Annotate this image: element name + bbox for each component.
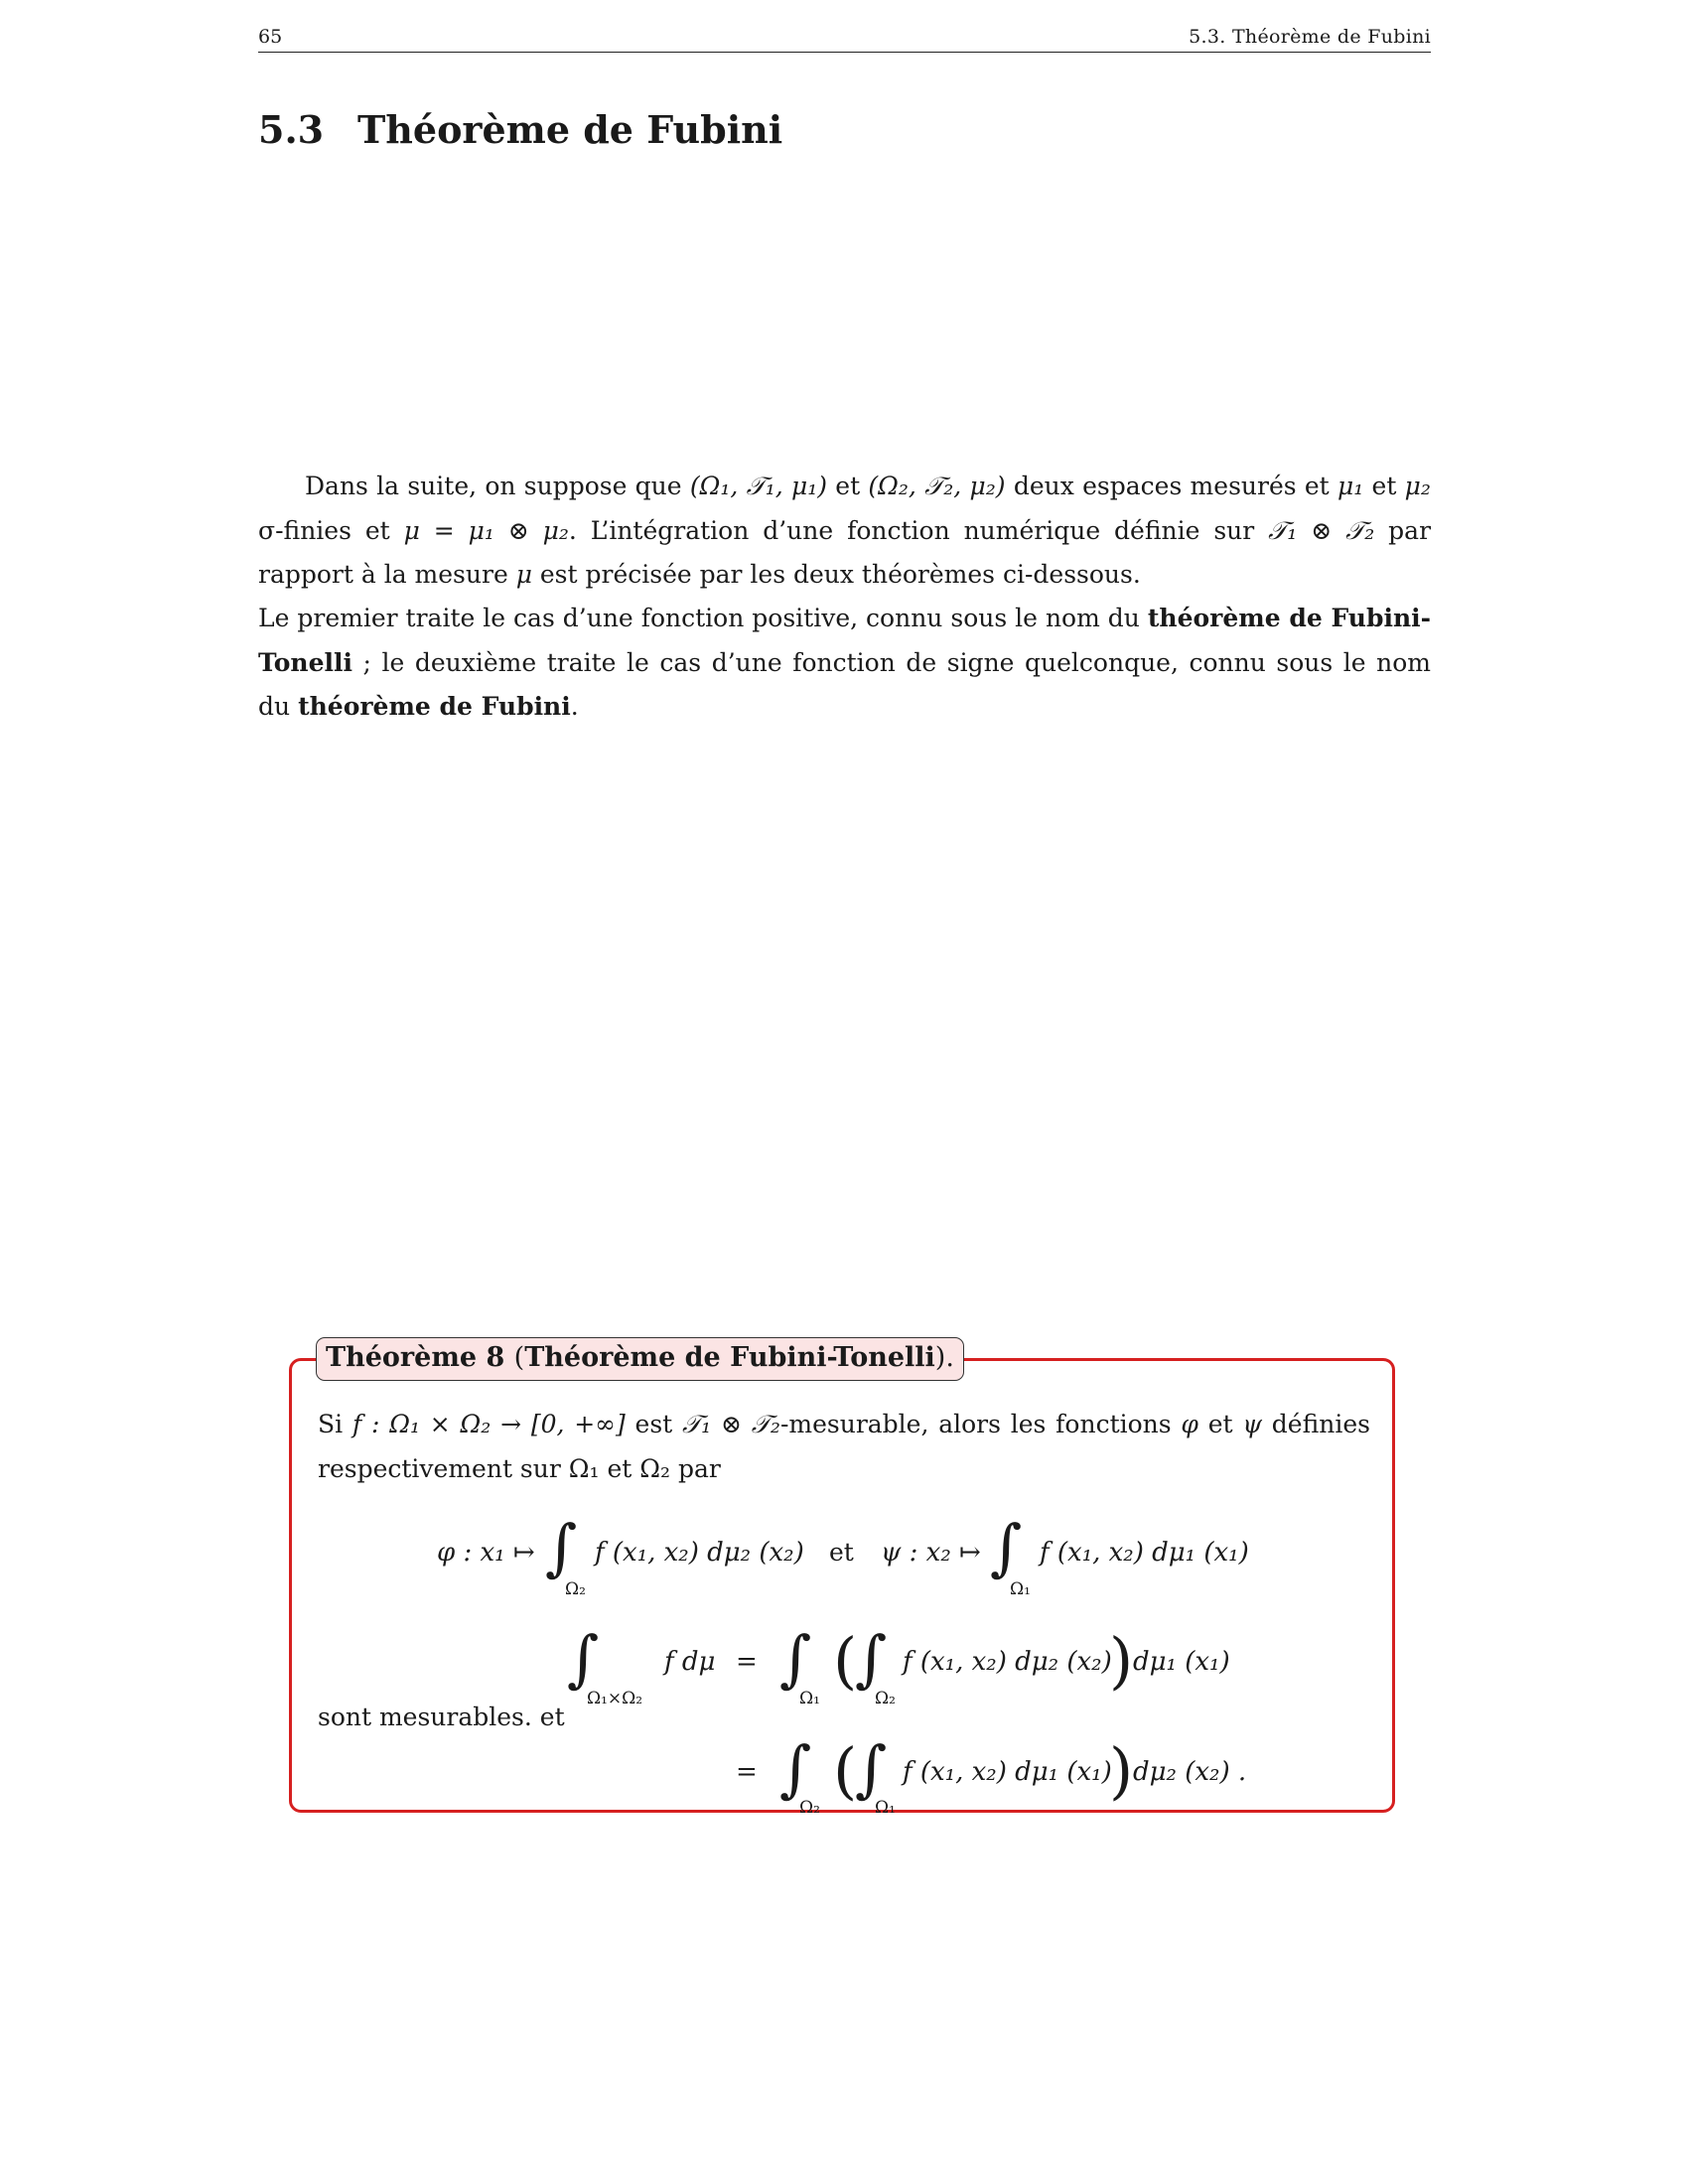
- second-text-1: Le premier traite le cas d’une fonction positive, connu sous le nom du: [258, 604, 1148, 632]
- running-title: 5.3. Théorème de Fubini: [1189, 26, 1431, 48]
- psi-lhs: ψ : x₂ ↦: [881, 1538, 981, 1568]
- intro-text-2: et: [827, 472, 869, 500]
- phi-lhs: φ : x₁ ↦: [437, 1538, 535, 1568]
- et-connector: et: [829, 1538, 854, 1567]
- mu1-symbol: μ₁: [1336, 472, 1364, 500]
- section-heading: [258, 107, 782, 153]
- stmt-text-3: -mesurable, alors les fonctions: [779, 1410, 1182, 1438]
- fubini-rhs-2: [779, 1732, 1246, 1817]
- right-paren-2: ): [1109, 1734, 1134, 1807]
- intro-text-4: et: [1363, 472, 1405, 500]
- omega2-symbol: Ω₂: [639, 1453, 671, 1483]
- stmt-text-1: Si: [318, 1410, 352, 1438]
- equals-sign-2: =: [736, 1757, 758, 1787]
- intro-text-3: deux espaces mesurés et: [1005, 472, 1337, 500]
- second-text-3: .: [570, 692, 579, 721]
- intro-paragraph: [258, 465, 1431, 598]
- rhs1-outer-differential: dμ₁ (x₁): [1133, 1647, 1230, 1677]
- rhs2-outer-subscript: Ω₂: [799, 1798, 820, 1817]
- lhs-integrand: f dμ: [664, 1647, 716, 1677]
- theorem-label: Théorème 8: [326, 1342, 505, 1373]
- measure-space-2: (Ω₂, 𝒯₂, μ₂): [868, 472, 1006, 500]
- stmt-text-6: et: [599, 1453, 640, 1483]
- rhs1-integrand: f (x₁, x₂) dμ₂ (x₂): [903, 1647, 1112, 1677]
- psi-integral-subscript: Ω₁: [1010, 1579, 1031, 1599]
- theorem-paren-open: (: [513, 1342, 525, 1373]
- integral-sign-phi: ∫: [545, 1511, 578, 1583]
- rhs2-outer-differential: dμ₂ (x₂) .: [1133, 1757, 1247, 1787]
- intro-text-5: σ-finies et: [258, 515, 404, 545]
- intro-text-8: est précisée par les deux théorèmes ci-dessous.: [531, 560, 1141, 589]
- rhs2-inner-subscript: Ω₁: [875, 1798, 896, 1817]
- phi-integral-subscript: Ω₂: [565, 1579, 586, 1599]
- left-paren-1: (: [833, 1624, 858, 1697]
- page-number: 65: [258, 26, 283, 48]
- inner-integral-sign-2: ∫: [855, 1732, 888, 1805]
- mu2-symbol: μ₂: [1404, 472, 1431, 500]
- right-paren-1: ): [1109, 1624, 1134, 1697]
- fubini-rhs-1: [779, 1622, 1230, 1708]
- integral-sign-lhs: ∫: [567, 1622, 600, 1695]
- measure-space-1: (Ω₁, 𝒯₁, μ₁): [689, 472, 827, 500]
- section-number: 5.3: [258, 107, 325, 152]
- intro-text-7: par rapport à la mesure: [258, 515, 1432, 589]
- outer-integral-sign-1: ∫: [779, 1622, 812, 1695]
- fubini-tonelli-term: théorème de Fubini-Tonelli: [258, 604, 1431, 677]
- psi-symbol: ψ: [1242, 1410, 1262, 1438]
- theorem-title: [316, 1337, 964, 1381]
- second-paragraph: [258, 597, 1431, 730]
- product-tribe: 𝒯₁ ⊗ 𝒯₂: [1268, 515, 1375, 545]
- rhs1-outer-subscript: Ω₁: [799, 1689, 820, 1708]
- stmt-text-5: définies respectivement sur: [318, 1410, 1370, 1483]
- second-text-2: ; le deuxième traite le cas d’une fonction de signe quelconque, connu sous le nom du: [258, 647, 1431, 721]
- intro-text-1: Dans la suite, on suppose que: [305, 472, 690, 500]
- equals-sign-1: =: [736, 1647, 758, 1677]
- theorem-name: Théorème de Fubini-Tonelli: [524, 1342, 935, 1373]
- fubini-lhs: [567, 1622, 715, 1708]
- psi-definition: [881, 1511, 1249, 1599]
- stmt-text-4: et: [1197, 1410, 1243, 1438]
- phi-integrand: f (x₁, x₂) dμ₂ (x₂): [595, 1538, 804, 1568]
- mu-symbol: μ: [515, 560, 532, 589]
- left-paren-2: (: [833, 1734, 858, 1807]
- rhs2-integrand: f (x₁, x₂) dμ₁ (x₁): [903, 1757, 1112, 1787]
- rhs1-inner-subscript: Ω₂: [875, 1689, 896, 1708]
- section-title: Théorème de Fubini: [357, 107, 783, 152]
- stmt-text-7: par: [670, 1453, 721, 1483]
- intro-text-6: . L’intégration d’une fonction numérique définie sur: [568, 515, 1269, 545]
- inner-integral-sign-1: ∫: [855, 1622, 888, 1695]
- phi-symbol: φ: [1181, 1410, 1198, 1438]
- fubini-term: théorème de Fubini: [298, 692, 571, 721]
- theorem-formulas: [289, 1499, 1395, 1817]
- lhs-integral-subscript: Ω₁×Ω₂: [587, 1689, 643, 1708]
- omega1-symbol: Ω₁: [568, 1453, 600, 1483]
- integral-sign-psi: ∫: [990, 1511, 1023, 1583]
- psi-integrand: f (x₁, x₂) dμ₁ (x₁): [1040, 1538, 1249, 1568]
- phi-definition: [437, 1511, 804, 1599]
- function-map: f : Ω₁ × Ω₂ → [0, +∞]: [352, 1410, 626, 1438]
- theorem-paren-close: ).: [934, 1342, 954, 1373]
- theorem-statement: [318, 1403, 1370, 1491]
- header-rule: [258, 52, 1431, 53]
- outer-integral-sign-2: ∫: [779, 1732, 812, 1805]
- measurable-text: sont mesurables. et: [318, 1703, 565, 1731]
- product-measure: μ = μ₁ ⊗ μ₂: [403, 515, 569, 545]
- stmt-product-tribe: 𝒯₁ ⊗ 𝒯₂: [682, 1410, 780, 1438]
- stmt-text-2: est: [625, 1410, 683, 1438]
